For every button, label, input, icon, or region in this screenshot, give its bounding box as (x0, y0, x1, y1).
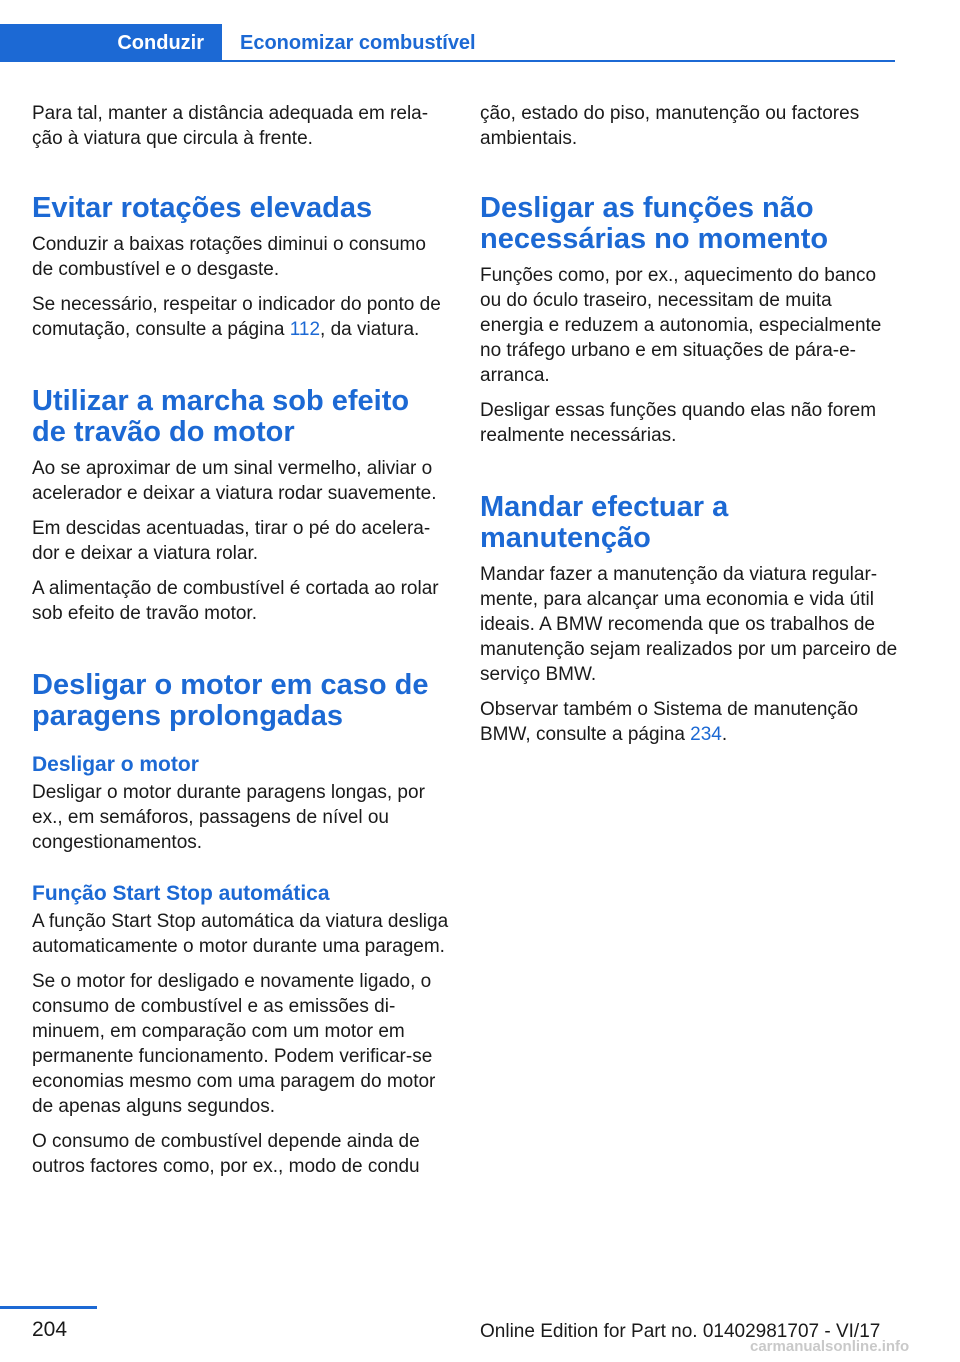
page-link-234[interactable]: 234 (690, 724, 722, 745)
text: . (721, 724, 728, 745)
paragraph-with-link (480, 697, 898, 747)
subheading-desligar-motor: Desligar o motor (32, 753, 199, 776)
heading-desligar-motor-paragens: Desligar o motor em caso de paragens prolongadas (32, 669, 429, 732)
paragraph-with-link (32, 292, 450, 342)
text: Se necessário, respeitar o indicador do ponto de comutação, consulte a página (32, 294, 441, 340)
paragraph: Conduzir a baixas rotações diminui o consumo de combustível e o desgaste. (32, 234, 426, 280)
page-number: 204 (32, 1318, 68, 1341)
paragraph: Desligar essas funções quando elas não forem realmente necessárias. (480, 400, 877, 446)
paragraph: Em descidas acentuadas, tirar o pé do acelerador e deixar a viatura rolar. (32, 518, 431, 564)
tab-underline (222, 60, 895, 62)
heading-travao-motor: Utilizar a marcha sob efeito de travão do motor (32, 385, 410, 448)
paragraph: Funções como, por ex., aquecimento do banco ou do óculo traseiro, necessitam de muita energia e reduzem a autonomia, especialmente no tráfego urbano e em situações de pára-e-arranca. (480, 265, 882, 386)
text: Observar também o Sistema de manutenção BMW, consulte a página (480, 699, 859, 745)
edition-note: Online Edition for Part no. 01402981707 - VI/17 (480, 1321, 881, 1342)
text: , da viatura. (320, 319, 420, 340)
paragraph: O consumo de combustível depende ainda de outros factores como, por ex., modo de condu (32, 1131, 420, 1177)
right-column (480, 101, 898, 757)
paragraph: A função Start Stop automática da viatura desliga automaticamente o motor durante uma paragem. (32, 911, 449, 957)
paragraph: Se o motor for desligado e novamente ligado, o consumo de combustível e as emissões diminuem, em comparação com um motor em permanente funcionamento. Podem verificar-se economias mesmo com uma paragem do motor de apenas alguns segundos. (32, 971, 436, 1117)
paragraph: Mandar fazer a manutenção da viatura regularmente, para alcançar uma economia e vida útil ideais. A BMW recomenda que os trabalhos de manutenção sejam realizados por um parceiro de serviço BMW. (480, 564, 898, 685)
continued-paragraph: ção, estado do piso, manutenção ou factores ambientais. (480, 103, 860, 149)
paragraph: Ao se aproximar de um sinal vermelho, aliviar o acelerador e deixar a viatura rodar suavemente. (32, 458, 437, 504)
paragraph: A alimentação de combustível é cortada ao rolar sob efeito de travão motor. (32, 578, 439, 624)
heading-evitar-rotacoes: Evitar rotações elevadas (32, 192, 373, 224)
tab-conduzir[interactable]: Conduzir (0, 24, 222, 62)
subheading-start-stop: Função Start Stop automática (32, 882, 330, 905)
left-column (32, 101, 450, 1189)
watermark: carmanualsonline.info (750, 1338, 910, 1355)
page-link-112[interactable]: 112 (289, 319, 321, 340)
footer-rule (0, 1306, 97, 1309)
heading-desligar-funcoes: Desligar as funções não necessárias no momento (480, 192, 829, 255)
header-tabs (0, 24, 895, 62)
intro-paragraph: Para tal, manter a distância adequada em relação à viatura que circula à frente. (32, 103, 429, 149)
heading-manutencao: Mandar efectuar a manutenção (480, 491, 729, 554)
tab-economizar-combustivel[interactable]: Economizar combustível (240, 31, 476, 54)
paragraph: Desligar o motor durante paragens longas, por ex., em semáforos, passagens de nível ou congestionamentos. (32, 782, 425, 853)
